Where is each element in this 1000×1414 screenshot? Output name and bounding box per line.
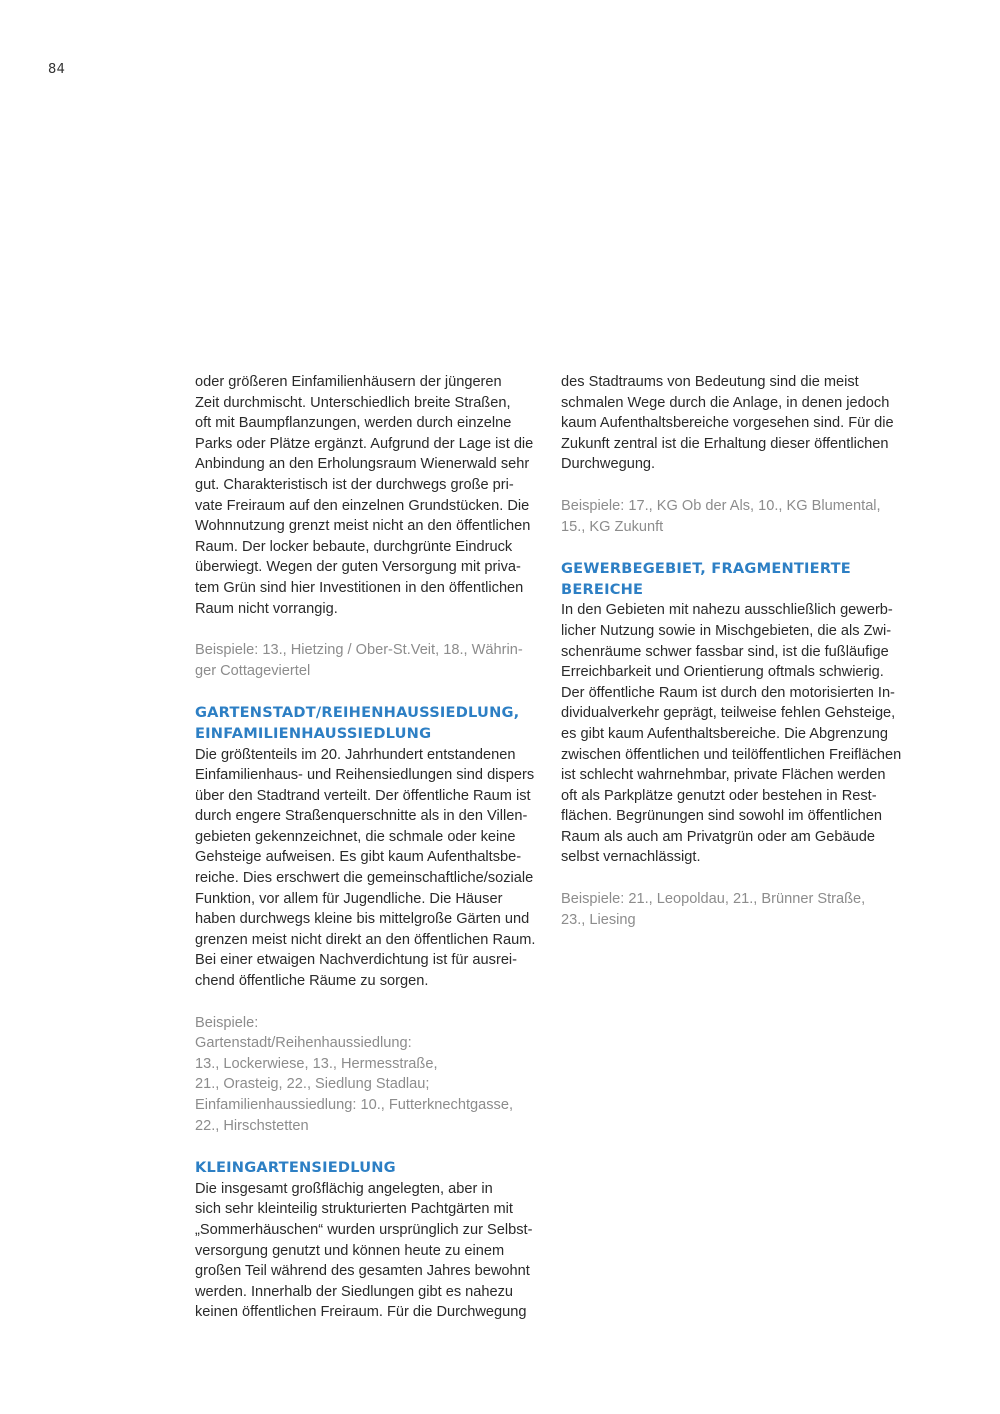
section-gartenstadt: [195, 703, 540, 1136]
left-column: [195, 372, 540, 1323]
right-column: [561, 372, 906, 930]
gewerbe-examples: Beispiele: 21., Leopoldau, 21., Brünner Straße, 23., Liesing: [561, 891, 866, 928]
section-gewerbe: [561, 559, 906, 930]
intro-paragraph: oder größeren Einfamilienhäusern der jüngeren Zeit durchmischt. Unterschiedlich breite Straßen, oft mit Baumpflanzungen, werden durch einzelne Parks oder Plätze ergänzt. Aufgrund der Lage ist die Anbindung an den Erholungsraum Wienerwald sehr gut. Charakteristisch ist der durchwegs große pri- vate Freiraum auf den einzelnen Grundstücken. Die Wohnnutzung grenzt meist nicht an den öffentlichen Raum. Der locker bebaute, durchgrünte Eindruck überwiegt. Wegen der guten Versorgung mit priva- tem Grün sind hier Investitionen in den öffentlichen Raum nicht vorrangig.: [195, 374, 534, 617]
page-number: 84: [48, 62, 66, 77]
kleingarten-continuation-paragraph: des Stadtraums von Bedeutung sind die meist schmalen Wege durch die Anlage, in denen jedoch kaum Aufenthaltsbereiche vorgesehen sind. Für die Zukunft zentral ist die Erhaltung dieser öffentlichen Durchwegung.: [561, 374, 894, 473]
heading-gartenstadt: GARTENSTADT/REIHENHAUSSIEDLUNG, EINFAMILIENHAUSSIEDLUNG: [195, 704, 520, 742]
gewerbe-paragraph: In den Gebieten mit nahezu ausschließlich gewerb- licher Nutzung sowie in Mischgebieten, die als Zwi- schenräume schwer fassbar sind, ist die fußläufige Erreichbarkeit und Orientierung oftmals schwierig. Der öffentliche Raum ist durch den motorisierten In- dividualverkehr geprägt, teilweise fehlen Gehsteige, es gibt kaum Aufenthaltsbereiche. Die Abgrenzung zwischen öffentlichen und teilöffentlichen Freiflächen ist schlecht wahrnehmbar, private Flächen werden oft als Parkplätze genutzt oder bestehen in Rest- flächen. Begrünungen sind sowohl im öffentlichen Raum als auch am Privatgrün oder am Gebäude selbst vernachlässigt.: [561, 602, 902, 866]
section-kleingarten: [195, 1158, 540, 1323]
gartenstadt-examples: Beispiele: Gartenstadt/Reihenhaussiedlung: 13., Lockerwiese, 13., Hermesstraße, 21., Orasteig, 22., Siedlung Stadlau; Einfamilienhaussiedlung: 10., Futterknechtgasse, 22., Hirschstetten: [195, 1014, 514, 1134]
heading-kleingarten: KLEINGARTENSIEDLUNG: [195, 1159, 396, 1177]
gartenstadt-paragraph: Die größtenteils im 20. Jahrhundert entstandenen Einfamilienhaus- und Reihensiedlungen sind dispers über den Stadtrand verteilt. Der öffentliche Raum ist durch engere Straßenquerschnitte als in den Villen- gebieten gekennzeichnet, die schmale oder keine Gehsteige aufweisen. Es gibt kaum Aufenthaltsbe- reiche. Dies erschwert die gemeinschaftliche/soziale Funktion, vor allem für Jugendliche. Die Häuser haben durchwegs kleine bis mittelgroße Gärten und grenzen meist nicht direkt an den öffentlichen Raum. Bei einer etwaigen Nachverdichtung ist für ausrei- chend öffentliche Räume zu sorgen.: [195, 746, 536, 990]
intro-examples: Beispiele: 13., Hietzing / Ober-St.Veit, 18., Währin- ger Cottageviertel: [195, 642, 523, 679]
kleingarten-examples: Beispiele: 17., KG Ob der Als, 10., KG Blumental, 15., KG Zukunft: [561, 497, 881, 535]
heading-gewerbe: GEWERBEGEBIET, FRAGMENTIERTE BEREICHE: [561, 560, 851, 598]
kleingarten-paragraph: Die insgesamt großflächig angelegten, aber in sich sehr kleinteilig strukturierten Pachtgärten mit „Sommerhäuschen“ wurden ursprünglich zur Selbst- versorgung genutzt und können heute zu einem großen Teil während des gesamten Jahres bewohnt werden. Innerhalb der Siedlungen gibt es nahezu keinen öffentlichen Freiraum. Für die Durchwegung: [195, 1180, 533, 1321]
